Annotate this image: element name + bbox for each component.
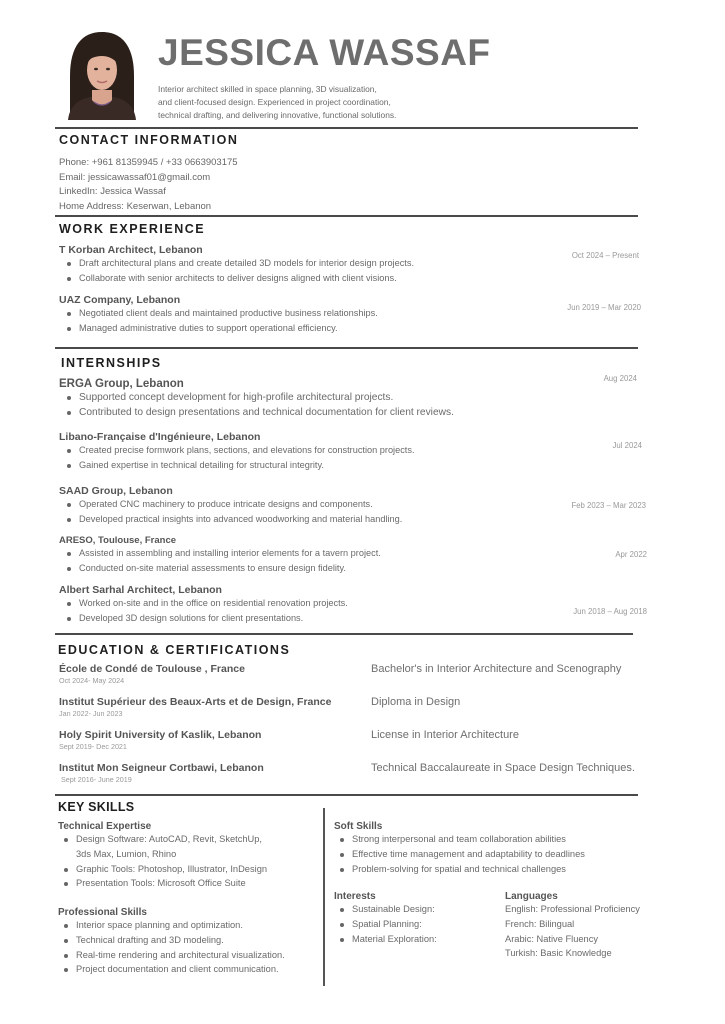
company-name: SAAD Group, Lebanon xyxy=(59,485,173,497)
skill-item: Interior space planning and optimization. xyxy=(58,918,285,933)
soft-skills xyxy=(334,821,585,876)
education-date: Jan 2022- Jun 2023 xyxy=(59,709,123,718)
language-item: French: Bilingual xyxy=(505,918,575,929)
skill-item: Strong interpersonal and team collaboration abilities xyxy=(334,832,585,847)
divider xyxy=(55,347,638,349)
bullet: Created precise formwork plans, sections, and elevations for construction projects. xyxy=(59,443,415,458)
internship-date: Jun 2018 – Aug 2018 xyxy=(573,607,647,616)
bullet: Developed 3D design solutions for client presentations. xyxy=(59,611,348,626)
school-name: École de Condé de Toulouse , France xyxy=(59,663,245,675)
internship-date: Feb 2023 – Mar 2023 xyxy=(571,501,646,510)
internship-date: Apr 2022 xyxy=(615,550,647,559)
skill-item: Technical drafting and 3D modeling. xyxy=(58,933,285,948)
degree: Bachelor's in Interior Architecture and Scenography xyxy=(371,663,622,675)
internship-date: Jul 2024 xyxy=(612,441,642,450)
skill-item-continuation: 3ds Max, Lumion, Rhino xyxy=(76,848,177,859)
company-name: ARESO, Toulouse, France xyxy=(59,535,177,546)
languages xyxy=(505,891,640,961)
interests-title: Interests xyxy=(334,891,376,902)
company-name: Albert Sarhal Architect, Lebanon xyxy=(59,584,222,596)
technical-expertise xyxy=(58,821,267,891)
education-date: Sept 2019- Dec 2021 xyxy=(59,742,127,751)
school-name: Institut Mon Seigneur Cortbawi, Lebanon xyxy=(59,762,264,774)
address: Home Address: Keserwan, Lebanon xyxy=(59,200,212,212)
education-date: Sept 2016- June 2019 xyxy=(61,775,132,784)
internship-entry xyxy=(59,378,454,420)
degree: License in Interior Architecture xyxy=(371,729,519,741)
interest-item: Spatial Planning: xyxy=(334,917,437,932)
company-name: T Korban Architect, Lebanon xyxy=(59,244,203,256)
skill-item: Design Software: AutoCAD, Revit, SketchUp, xyxy=(58,832,267,847)
divider xyxy=(55,633,633,635)
languages-title: Languages xyxy=(505,891,558,902)
skill-item: Presentation Tools: Microsoft Office Suite xyxy=(58,876,267,891)
bullet: Negotiated client deals and maintained productive business relationships. xyxy=(59,306,378,321)
school-name: Holy Spirit University of Kaslik, Lebanon xyxy=(59,729,262,741)
linkedin: LinkedIn: Jessica Wassaf xyxy=(59,186,166,198)
divider xyxy=(55,215,638,217)
professional-skills-title: Professional Skills xyxy=(58,907,147,918)
profile-photo xyxy=(62,28,142,120)
phone: Phone: +961 81359945 / +33 0663903175 xyxy=(59,157,238,168)
bullet: Assisted in assembling and installing interior elements for a tavern project. xyxy=(59,546,381,561)
bullet: Conducted on-site material assessments to ensure design fidelity. xyxy=(59,561,381,576)
internship-entry xyxy=(59,535,381,576)
company-name: ERGA Group, Lebanon xyxy=(59,378,184,390)
bullet: Draft architectural plans and create detailed 3D models for interior design projects. xyxy=(59,256,414,271)
language-item: English: Professional Proficiency xyxy=(505,904,640,914)
skill-item: Effective time management and adaptability to deadlines xyxy=(334,847,585,862)
bullet: Contributed to design presentations and technical documentation for client reviews. xyxy=(59,405,454,420)
skill-item: Real-time rendering and architectural visualization. xyxy=(58,948,285,963)
work-entry xyxy=(59,244,414,286)
technical-expertise-title: Technical Expertise xyxy=(58,821,152,832)
professional-skills xyxy=(58,907,285,977)
column-divider xyxy=(323,808,325,986)
education-date: Oct 2024- May 2024 xyxy=(59,676,125,685)
candidate-name: JESSICA WASSAF xyxy=(158,32,491,73)
internships-section-title: INTERNSHIPS xyxy=(61,356,162,370)
skill-item: Project documentation and client communication. xyxy=(58,962,285,977)
skill-item: Problem-solving for spatial and technical challenges xyxy=(334,862,585,877)
education-section-title: EDUCATION & CERTIFICATIONS xyxy=(58,643,291,657)
profile-summary: Interior architect skilled in space planning, 3D visualization, and client-focused design. Experienced in project coordination, technical drafting, and delivering innovative, functional solutions. xyxy=(158,84,397,120)
work-date: Oct 2024 – Present xyxy=(571,251,639,260)
bullet: Worked on-site and in the office on residential renovation projects. xyxy=(59,596,348,611)
bullet: Gained expertise in technical detailing for structural integrity. xyxy=(59,458,415,473)
soft-skills-title: Soft Skills xyxy=(334,821,383,832)
language-item: Arabic: Native Fluency xyxy=(505,933,599,944)
work-date: Jun 2019 – Mar 2020 xyxy=(567,303,641,312)
degree: Diploma in Design xyxy=(371,696,461,708)
internship-entry xyxy=(59,431,415,473)
language-item: Turkish: Basic Knowledge xyxy=(505,948,612,959)
interest-item: Material Exploration: xyxy=(334,932,437,947)
bullet: Supported concept development for high-profile architectural projects. xyxy=(59,390,454,405)
interests xyxy=(334,891,437,946)
contact-section-title: CONTACT INFORMATION xyxy=(59,133,239,147)
degree: Technical Baccalaureate in Space Design Techniques. xyxy=(371,762,635,774)
interest-item: Sustainable Design: xyxy=(334,902,437,917)
email: Email: jessicawassaf01@gmail.com xyxy=(59,171,211,183)
bullet: Collaborate with senior architects to deliver designs aligned with client visions. xyxy=(59,271,414,286)
divider xyxy=(55,794,638,796)
skill-item: Graphic Tools: Photoshop, Illustrator, InDesign xyxy=(58,862,267,877)
internship-date: Aug 2024 xyxy=(603,374,637,383)
bullet: Developed practical insights into advanced woodworking and material handling. xyxy=(59,512,402,527)
work-section-title: WORK EXPERIENCE xyxy=(59,222,206,236)
company-name: UAZ Company, Lebanon xyxy=(59,294,181,306)
school-name: Institut Supérieur des Beaux-Arts et de Design, France xyxy=(59,696,332,708)
company-name: Libano-Française d'Ingénieure, Lebanon xyxy=(59,431,261,443)
contact-info xyxy=(59,156,238,214)
bullet: Managed administrative duties to support operational efficiency. xyxy=(59,321,378,336)
internship-entry xyxy=(59,584,348,626)
internship-entry xyxy=(59,485,402,527)
bullet: Operated CNC machinery to produce intricate designs and components. xyxy=(59,497,402,512)
work-entry xyxy=(59,294,378,336)
skills-section-title: KEY SKILLS xyxy=(58,800,135,814)
divider xyxy=(55,127,638,129)
